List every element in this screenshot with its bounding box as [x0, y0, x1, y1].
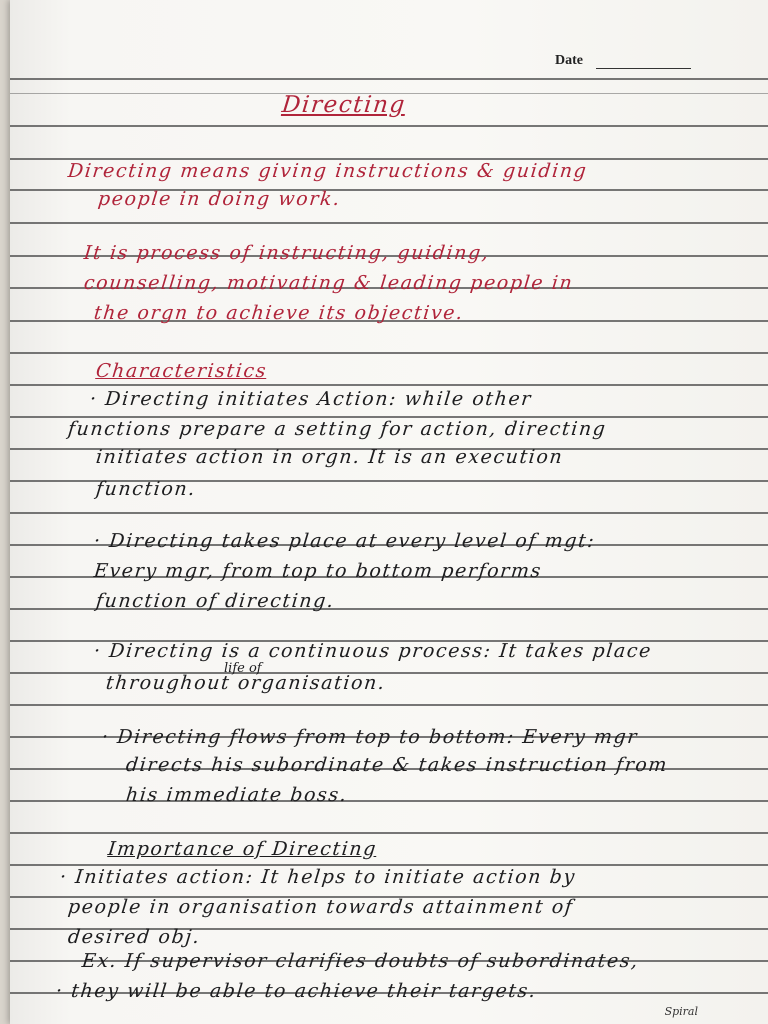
process-line-2: counselling, motivating & leading people in — [82, 272, 575, 294]
importance-line-3: desired obj. — [66, 926, 202, 948]
importance-heading: Importance of Directing — [106, 838, 379, 860]
char-3-line-2: throughout organisation. — [104, 672, 387, 694]
date-field-line — [596, 68, 691, 69]
importance-line-4: Ex. If supervisor clarifies doubts of subordinates, — [80, 950, 641, 972]
char-1-line-1: · Directing initiates Action: while other — [88, 388, 534, 410]
ruled-line — [10, 800, 768, 802]
ruled-line — [10, 352, 768, 354]
importance-line-2: people in organisation towards attainment of — [66, 896, 575, 918]
char-1-line-4: function. — [94, 478, 198, 500]
char-4-line-3: his immediate boss. — [124, 784, 349, 806]
definition-line-2: people in doing work. — [96, 188, 342, 210]
ruled-line — [10, 222, 768, 224]
char-3-line-1: · Directing is a continuous process: It takes place — [92, 640, 654, 662]
ruled-line — [10, 78, 768, 80]
ruled-line — [10, 832, 768, 834]
ruled-line — [10, 704, 768, 706]
char-1-line-3: initiates action in orgn. It is an execution — [94, 446, 565, 468]
page-title: Directing — [280, 92, 408, 118]
char-2-line-3: function of directing. — [94, 590, 336, 612]
importance-line-1: · Initiates action: It helps to initiate action by — [58, 866, 578, 888]
process-line-1: It is process of instructing, guiding, — [82, 242, 491, 264]
notebook-page — [10, 0, 768, 1024]
char-3-insert: life of — [224, 661, 262, 676]
char-2-line-2: Every mgr, from top to bottom performs — [92, 560, 544, 582]
notebook-brand-mark: Spiral — [664, 1005, 698, 1018]
ruled-line — [10, 384, 768, 386]
importance-line-5: · they will be able to achieve their targets. — [54, 980, 538, 1002]
char-4-line-2: directs his subordinate & takes instruction from — [124, 754, 670, 776]
ruled-line — [10, 125, 768, 127]
date-label: Date — [555, 53, 583, 68]
char-2-line-1: · Directing takes place at every level of mgt: — [92, 530, 597, 552]
characteristics-heading: Characteristics — [94, 360, 269, 382]
char-4-line-1: · Directing flows from top to bottom: Every mgr — [100, 726, 640, 748]
process-line-3: the orgn to achieve its objective. — [92, 302, 465, 324]
ruled-line — [10, 512, 768, 514]
definition-line-1: Directing means giving instructions & guiding — [66, 160, 589, 182]
char-1-line-2: functions prepare a setting for action, directing — [66, 418, 608, 440]
